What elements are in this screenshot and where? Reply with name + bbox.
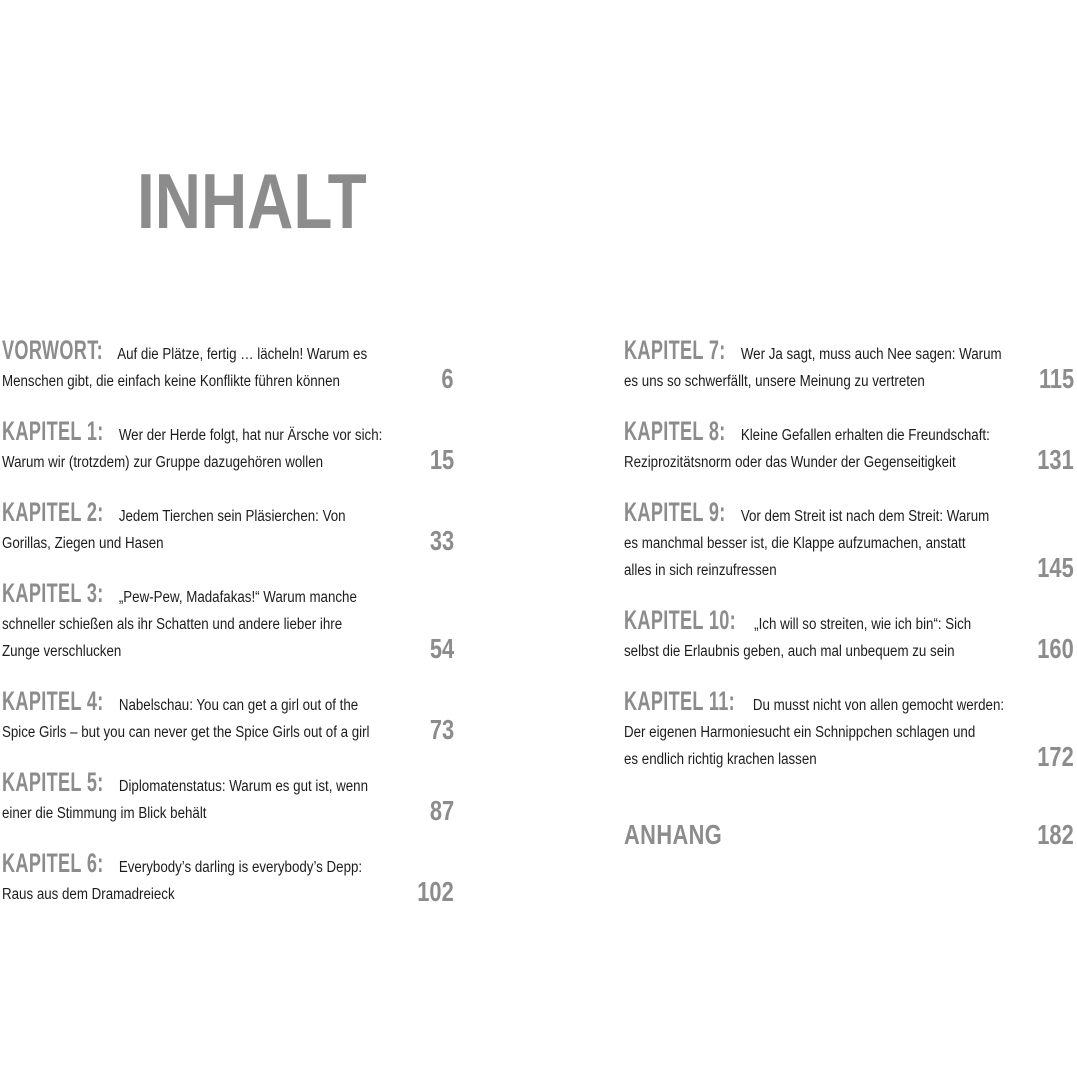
entry-line: Auf die Plätze, fertig … lächeln! Warum es bbox=[117, 346, 368, 363]
page-number: 15 bbox=[429, 444, 454, 475]
entry-line: selbst die Erlaubnis geben, auch mal unbequem zu sein bbox=[624, 643, 955, 660]
entry-heading: VORWORT: bbox=[2, 335, 103, 365]
page-number: 6 bbox=[441, 363, 454, 394]
entry-heading: ANHANG bbox=[624, 819, 723, 850]
toc-entry-kapitel-10[interactable] bbox=[624, 607, 1074, 665]
toc-entry-kapitel-1[interactable] bbox=[2, 418, 454, 476]
page-title: INHALT bbox=[137, 157, 367, 245]
entry-heading: KAPITEL 3: bbox=[2, 578, 104, 608]
toc-entry-vorwort[interactable] bbox=[2, 337, 454, 395]
toc-entry-kapitel-7[interactable] bbox=[624, 337, 1074, 395]
entry-line: Wer Ja sagt, muss auch Nee sagen: Warum bbox=[740, 346, 1002, 363]
entry-line: Menschen gibt, die einfach keine Konflikte führen können bbox=[2, 373, 340, 390]
entry-line: Wer der Herde folgt, hat nur Ärsche vor sich: bbox=[118, 427, 383, 444]
entry-line: es manchmal besser ist, die Klappe aufzumachen, anstatt bbox=[624, 535, 966, 552]
entry-line: Raus aus dem Dramadreieck bbox=[2, 886, 175, 903]
page-number: 54 bbox=[429, 633, 454, 664]
entry-line: Everybody’s darling is everybody’s Depp: bbox=[118, 859, 363, 876]
page-number: 115 bbox=[1038, 363, 1074, 394]
toc-entry-kapitel-5[interactable] bbox=[2, 769, 454, 827]
entry-line: Nabelschau: You can get a girl out of the bbox=[118, 697, 359, 714]
toc-entry-kapitel-3[interactable] bbox=[2, 580, 454, 665]
entry-line: Kleine Gefallen erhalten die Freundschaft: bbox=[740, 427, 990, 444]
entry-heading: KAPITEL 4: bbox=[2, 686, 104, 716]
toc-entry-kapitel-9[interactable] bbox=[624, 499, 1074, 584]
entry-line: es endlich richtig krachen lassen bbox=[624, 751, 817, 768]
entry-heading: KAPITEL 7: bbox=[624, 335, 726, 365]
entry-line: Gorillas, Ziegen und Hasen bbox=[2, 535, 164, 552]
entry-line: einer die Stimmung im Blick behält bbox=[2, 805, 207, 822]
entry-line: „Pew-Pew, Madafakas!“ Warum manche bbox=[118, 589, 357, 606]
entry-line: Jedem Tierchen sein Pläsierchen: Von bbox=[118, 508, 346, 525]
entry-line: Zunge verschlucken bbox=[2, 643, 122, 660]
page-number: 87 bbox=[429, 795, 454, 826]
toc-entry-kapitel-8[interactable] bbox=[624, 418, 1074, 476]
entry-line: Warum wir (trotzdem) zur Gruppe dazugehören wollen bbox=[2, 454, 324, 471]
entry-heading: KAPITEL 9: bbox=[624, 497, 726, 527]
toc-entry-kapitel-6[interactable] bbox=[2, 850, 454, 908]
entry-heading: KAPITEL 11: bbox=[624, 686, 736, 716]
page-number: 73 bbox=[429, 714, 454, 745]
page-number: 131 bbox=[1037, 444, 1074, 475]
entry-line: Du musst nicht von allen gemocht werden: bbox=[752, 697, 1005, 714]
page-number: 172 bbox=[1037, 741, 1074, 772]
entry-heading: KAPITEL 2: bbox=[2, 497, 104, 527]
entry-line: Diplomatenstatus: Warum es gut ist, wenn bbox=[118, 778, 369, 795]
page-number: 102 bbox=[417, 876, 454, 907]
entry-line: Reziprozitätsnorm oder das Wunder der Gegenseitigkeit bbox=[624, 454, 956, 471]
entry-heading: KAPITEL 5: bbox=[2, 767, 104, 797]
entry-line: „Ich will so streiten, wie ich bin“: Sich bbox=[754, 616, 972, 633]
entry-line: schneller schießen als ihr Schatten und andere lieber ihre bbox=[2, 616, 343, 633]
page-number: 160 bbox=[1037, 633, 1074, 664]
page-number: 33 bbox=[429, 525, 454, 556]
page-number: 182 bbox=[1037, 819, 1074, 850]
toc-entry-anhang[interactable] bbox=[624, 819, 1074, 851]
entry-line: Spice Girls – but you can never get the Spice Girls out of a girl bbox=[2, 724, 370, 741]
entry-heading: KAPITEL 6: bbox=[2, 848, 104, 878]
entry-heading: KAPITEL 10: bbox=[624, 605, 737, 635]
page-number: 145 bbox=[1037, 552, 1074, 583]
entry-heading: KAPITEL 1: bbox=[2, 416, 104, 446]
entry-heading: KAPITEL 8: bbox=[624, 416, 726, 446]
entry-line: es uns so schwerfällt, unsere Meinung zu vertreten bbox=[624, 373, 925, 390]
toc-entry-kapitel-4[interactable] bbox=[2, 688, 454, 746]
toc-entry-kapitel-11[interactable] bbox=[624, 688, 1074, 773]
entry-line: Vor dem Streit ist nach dem Streit: Warum bbox=[740, 508, 990, 525]
toc-entry-kapitel-2[interactable] bbox=[2, 499, 454, 557]
entry-line: Der eigenen Harmoniesucht ein Schnippchen schlagen und bbox=[624, 724, 976, 741]
entry-line: alles in sich reinzufressen bbox=[624, 562, 777, 579]
